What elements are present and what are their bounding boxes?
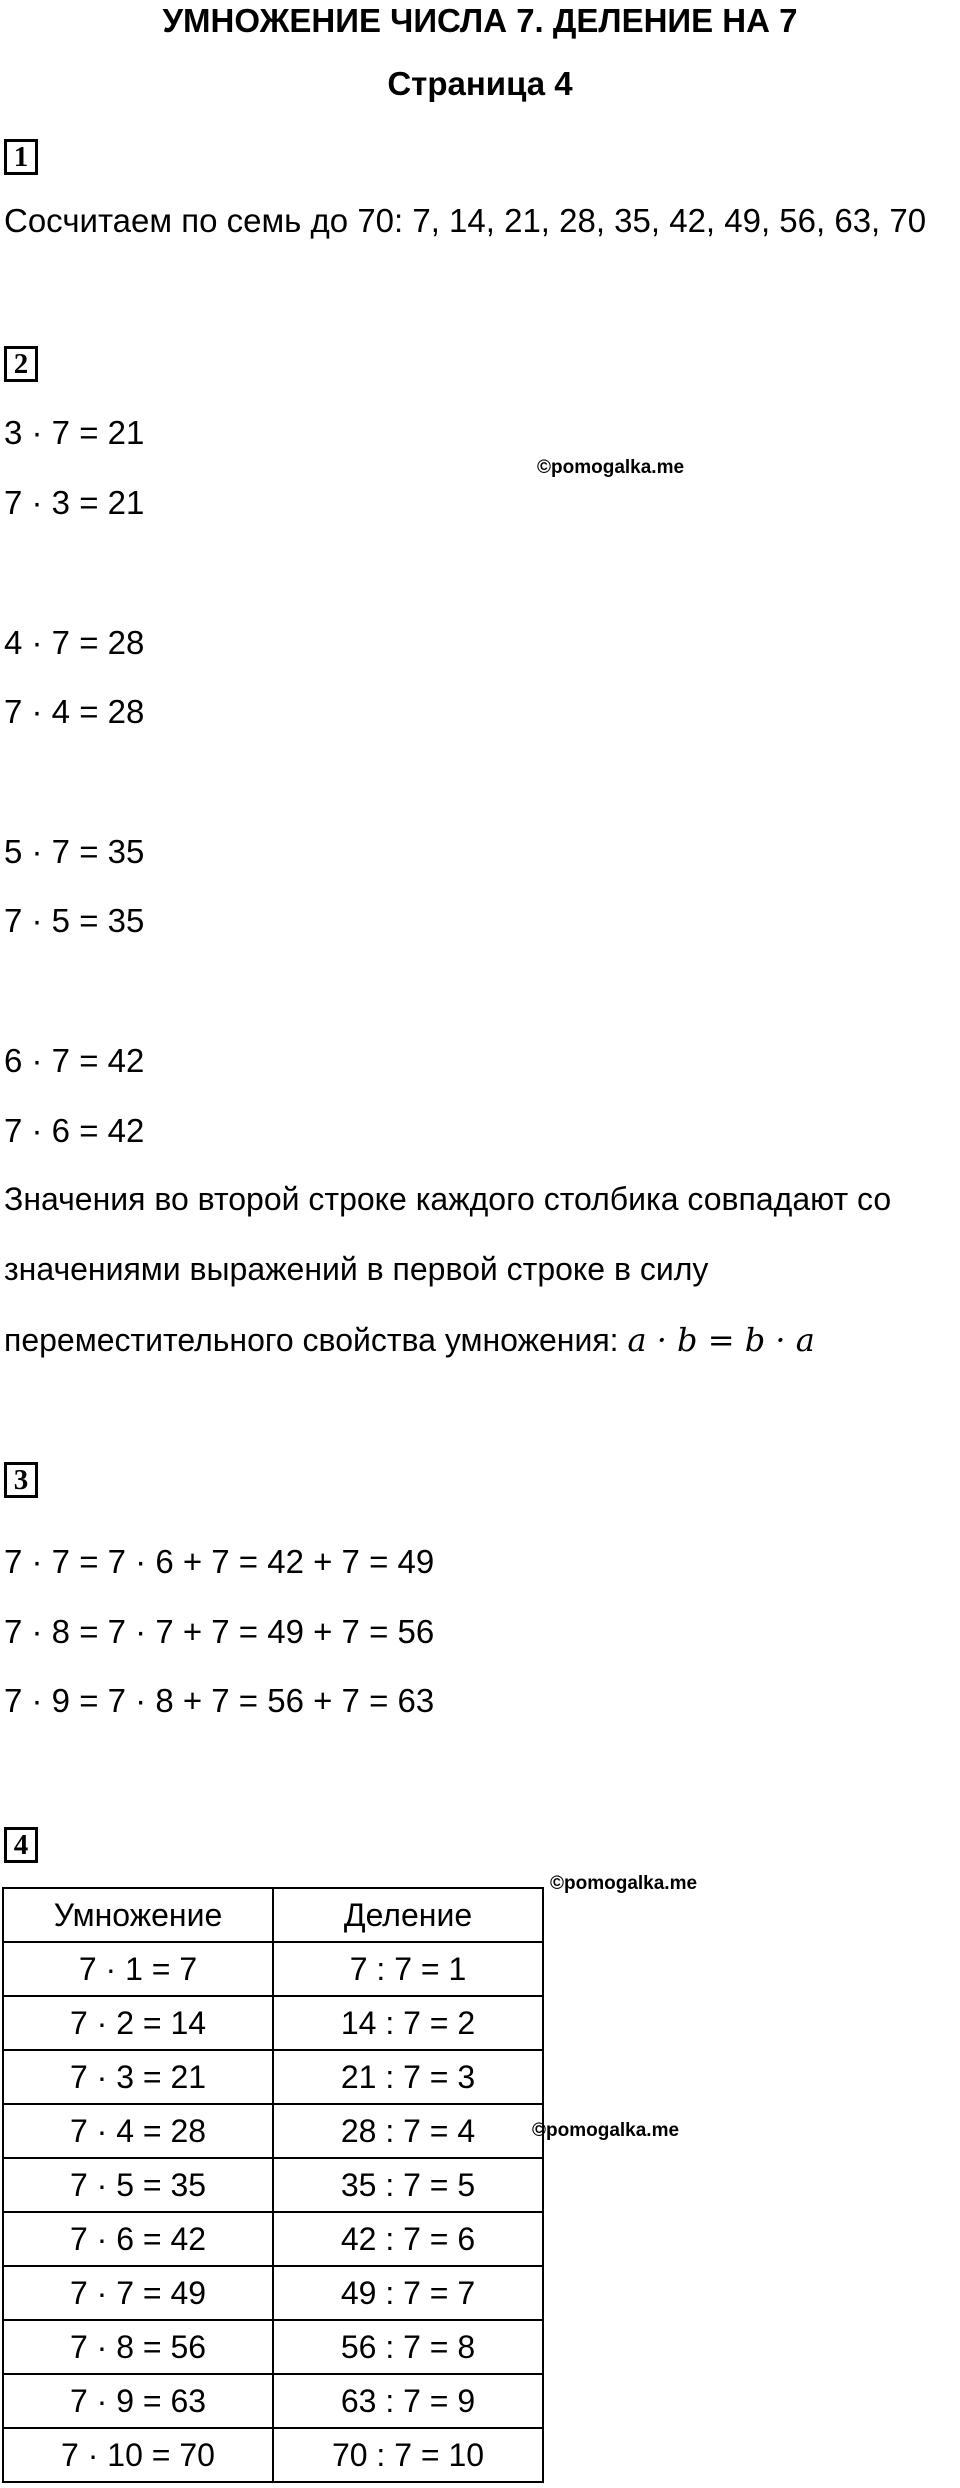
division-cell: 70 : 7 = 10 (273, 2428, 543, 2482)
task-3-line: 7 · 8 = 7 · 7 + 7 = 49 + 7 = 56 (4, 1613, 435, 1650)
table-row (3, 2050, 543, 2104)
column-header-multiplication: Умножение (3, 1888, 273, 1942)
task-2-line: 7 · 3 = 21 (4, 484, 145, 521)
table-row (3, 2212, 543, 2266)
division-cell: 63 : 7 = 9 (273, 2374, 543, 2428)
task-2-explanation-line-3 (4, 1321, 815, 1359)
multiplication-cell: 7 · 5 = 35 (3, 2158, 273, 2212)
task-2-line: 5 · 7 = 35 (4, 833, 145, 870)
task-2-line: 4 · 7 = 28 (4, 624, 145, 661)
multiplication-division-table (2, 1887, 544, 2483)
commutative-formula: a · b = b · a (627, 1321, 815, 1359)
multiplication-cell: 7 · 8 = 56 (3, 2320, 273, 2374)
column-header-division: Деление (273, 1888, 543, 1942)
table-row (3, 2266, 543, 2320)
task-2-number: 2 (4, 346, 38, 382)
task-2-line: 7 · 5 = 35 (4, 902, 145, 939)
multiplication-cell: 7 · 7 = 49 (3, 2266, 273, 2320)
division-cell: 14 : 7 = 2 (273, 1996, 543, 2050)
multiplication-cell: 7 · 10 = 70 (3, 2428, 273, 2482)
multiplication-cell: 7 · 6 = 42 (3, 2212, 273, 2266)
task-2-line: 6 · 7 = 42 (4, 1042, 145, 1079)
task-2-line: 7 · 6 = 42 (4, 1112, 145, 1149)
task-2-line: 3 · 7 = 21 (4, 414, 145, 451)
watermark: ©pomogalka.me (532, 2120, 680, 2141)
division-cell: 21 : 7 = 3 (273, 2050, 543, 2104)
multiplication-cell: 7 · 4 = 28 (3, 2104, 273, 2158)
table-row (3, 2320, 543, 2374)
table-row (3, 2374, 543, 2428)
task-3-line: 7 · 7 = 7 · 6 + 7 = 42 + 7 = 49 (4, 1543, 435, 1580)
multiplication-cell: 7 · 3 = 21 (3, 2050, 273, 2104)
page-subtitle: Страница 4 (387, 65, 573, 102)
table-row (3, 2158, 543, 2212)
watermark: ©pomogalka.me (550, 1873, 698, 1894)
division-cell: 28 : 7 = 4 (273, 2104, 543, 2158)
table-row (3, 1942, 543, 1996)
multiplication-cell: 7 · 2 = 14 (3, 1996, 273, 2050)
division-cell: 49 : 7 = 7 (273, 2266, 543, 2320)
task-1-number: 1 (4, 139, 38, 175)
task-4-number: 4 (4, 1827, 38, 1863)
watermark: ©pomogalka.me (537, 457, 685, 478)
task-1-text: Сосчитаем по семь до 70: 7, 14, 21, 28, 35, 42, 49, 56, 63, 70 (4, 202, 927, 239)
task-2-line: 7 · 4 = 28 (4, 693, 145, 730)
division-cell: 35 : 7 = 5 (273, 2158, 543, 2212)
multiplication-cell: 7 · 1 = 7 (3, 1942, 273, 1996)
task-2-explanation-line: значениями выражений в первой строке в силу (4, 1251, 709, 1287)
multiplication-cell: 7 · 9 = 63 (3, 2374, 273, 2428)
division-cell: 7 : 7 = 1 (273, 1942, 543, 1996)
task-2-explanation-line: Значения во второй строке каждого столбика совпадают со (4, 1181, 892, 1217)
table-row (3, 2428, 543, 2482)
task-3-line: 7 · 9 = 7 · 8 + 7 = 56 + 7 = 63 (4, 1682, 435, 1719)
task-2-explanation-text: переместительного свойства умножения: (4, 1322, 619, 1358)
page-title: УМНОЖЕНИЕ ЧИСЛА 7. ДЕЛЕНИЕ НА 7 (162, 2, 798, 39)
division-cell: 56 : 7 = 8 (273, 2320, 543, 2374)
table-header-row (3, 1888, 543, 1942)
table-row (3, 1996, 543, 2050)
division-cell: 42 : 7 = 6 (273, 2212, 543, 2266)
table-row (3, 2104, 543, 2158)
task-3-number: 3 (4, 1462, 38, 1498)
